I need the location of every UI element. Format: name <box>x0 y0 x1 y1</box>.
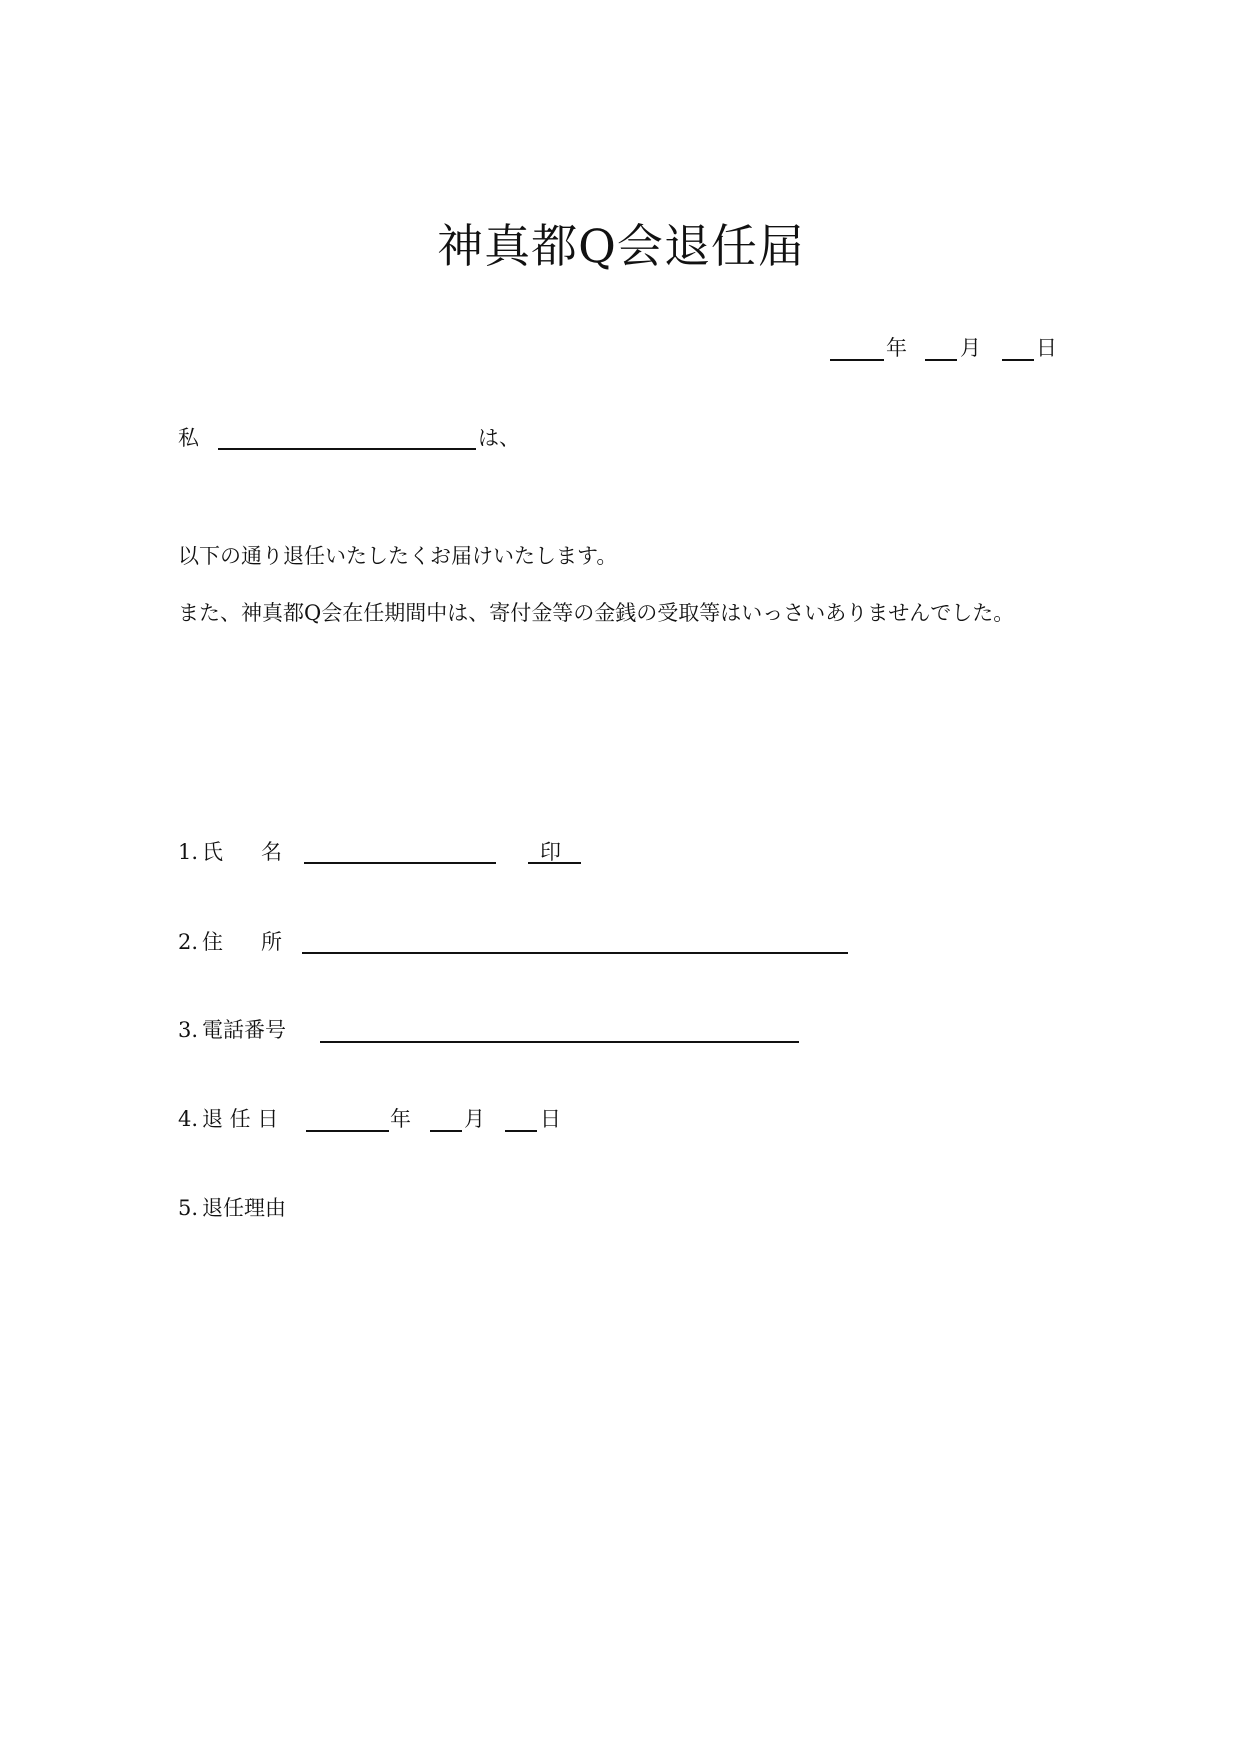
field-phone-number: 3. <box>178 1018 199 1042</box>
date-month-label: 月 <box>960 336 981 360</box>
retire-day-blank[interactable] <box>505 1130 537 1132</box>
retire-day-label: 日 <box>540 1107 561 1131</box>
field-name-number: 1. <box>178 840 199 864</box>
statement-paragraph-1: 以下の通り退任いたしたくお届けいたします。 <box>178 544 618 568</box>
field-retire-label: 退 任 日 <box>202 1107 279 1131</box>
field-name-blank[interactable] <box>304 862 496 864</box>
date-year-blank[interactable] <box>830 359 884 361</box>
declaration-subject: 私 <box>178 426 199 450</box>
field-address-label-a: 住 <box>202 930 223 954</box>
field-name-label-b: 名 <box>261 840 282 864</box>
field-address-number: 2. <box>178 930 199 954</box>
document-title: 神真都Q会退任届 <box>437 219 805 273</box>
field-retire-number: 4. <box>178 1107 199 1131</box>
retire-month-blank[interactable] <box>430 1130 462 1132</box>
field-name-label-a: 氏 <box>202 840 223 864</box>
field-reason-label: 退任理由 <box>202 1196 286 1220</box>
retire-month-label: 月 <box>464 1107 485 1131</box>
declaration-particle: は、 <box>478 426 520 450</box>
field-address-label-b: 所 <box>261 930 282 954</box>
field-phone-label: 電話番号 <box>202 1018 286 1042</box>
date-year-label: 年 <box>886 336 907 360</box>
field-phone-blank[interactable] <box>320 1041 799 1043</box>
retire-year-blank[interactable] <box>306 1130 389 1132</box>
field-address-blank[interactable] <box>302 952 848 954</box>
seal-underline <box>528 862 581 864</box>
date-month-blank[interactable] <box>925 359 957 361</box>
date-day-blank[interactable] <box>1002 359 1034 361</box>
retire-year-label: 年 <box>390 1107 411 1131</box>
seal-mark: 印 <box>540 840 561 864</box>
statement-paragraph-2: また、神真都Q会在任期間中は、寄付金等の金銭の受取等はいっさいありませんでした。 <box>178 601 1015 625</box>
declarant-name-blank[interactable] <box>218 448 476 450</box>
field-reason-number: 5. <box>178 1196 199 1220</box>
date-day-label: 日 <box>1036 336 1057 360</box>
